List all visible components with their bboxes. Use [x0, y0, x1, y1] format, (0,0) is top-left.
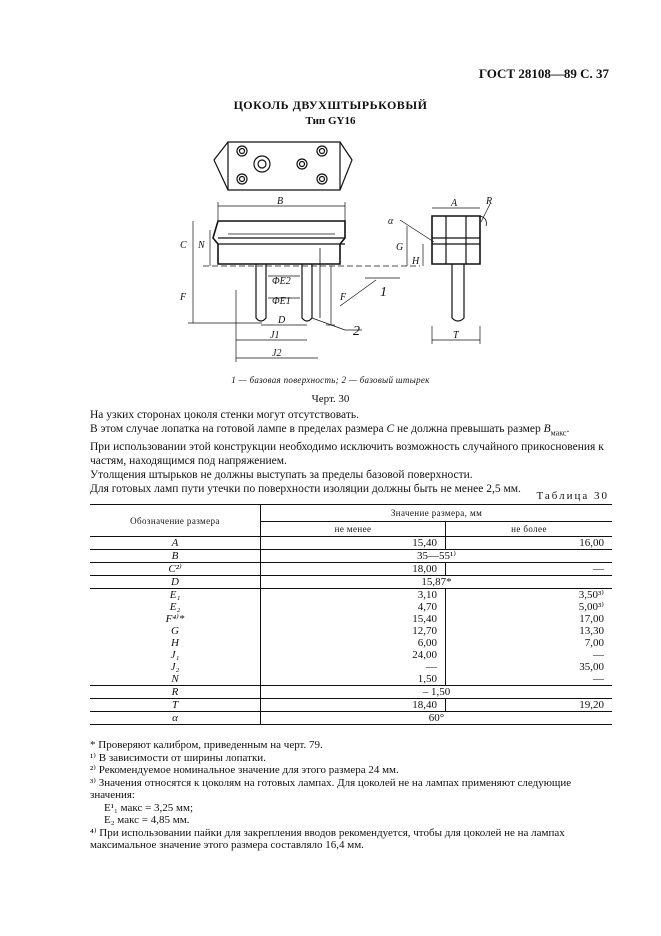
- row-min: 12,70: [261, 625, 446, 637]
- page-header: ГОСТ 28108—89 С. 37: [478, 66, 609, 81]
- row-value: 15,87*: [261, 576, 613, 589]
- table-row: [90, 601, 612, 613]
- row-min: 15,40: [261, 537, 446, 550]
- dim-J2-label: J2: [272, 348, 282, 359]
- table-row: [90, 686, 612, 699]
- table-row: [90, 661, 612, 673]
- legend-number-2: 2: [341, 375, 347, 385]
- legend-number-1: 1: [231, 375, 237, 385]
- dim-T-label: T: [453, 330, 459, 341]
- side-view: [432, 216, 486, 321]
- row-max: 13,30: [446, 625, 613, 637]
- legend-text-1: — базовая поверхность;: [236, 375, 342, 385]
- callout-2: 2: [353, 324, 360, 339]
- row-designation: G: [171, 625, 179, 637]
- row-value: 60°: [261, 712, 613, 725]
- table-row: [90, 613, 612, 625]
- row-max: 35,00: [446, 661, 613, 673]
- footnote-2: ²⁾ Рекомендуемое номинальное значение для этого размера 24 мм.: [90, 764, 399, 776]
- table-row: [90, 563, 612, 576]
- dim-B-label: B: [277, 196, 284, 207]
- note-2-c: C: [386, 423, 395, 435]
- table-row: [90, 637, 612, 649]
- col-value: Значение размера, мм: [261, 505, 613, 522]
- footnote-1: ¹⁾ В зависимости от ширины лопатки.: [90, 751, 266, 764]
- table-row: [90, 712, 612, 725]
- row-min: 6,00: [261, 637, 446, 649]
- note-2-end: .: [566, 423, 570, 435]
- note-3: При использовании этой конструкции необходимо исключить возможность случайного прикосновения к частям, находящимся под напряжением.: [90, 441, 604, 468]
- dim-R-label: R: [486, 196, 493, 207]
- table-row: [90, 537, 612, 550]
- row-value: 35—55¹⁾: [261, 550, 613, 563]
- dim-D-label: D: [278, 315, 286, 326]
- row-designation: A: [90, 537, 261, 550]
- row-max: —: [446, 673, 613, 686]
- table-row: [90, 649, 612, 661]
- row-max: 5,00³⁾: [446, 601, 613, 613]
- table-row: [90, 625, 612, 637]
- table-row: [90, 589, 612, 602]
- row-min: 3,10: [261, 589, 446, 602]
- table-row: [90, 576, 612, 589]
- notes: [90, 408, 610, 496]
- row-min: 1,50: [261, 673, 446, 686]
- footnote-4: ⁴⁾ При использовании пайки для закрепления вводов рекомендуется, чтобы для цоколей не на лампах максимальное значение этого размера составляло 16,4 мм.: [90, 826, 565, 851]
- row-designation: α: [90, 712, 261, 725]
- footnote-3-e1: E¹₁ макс = 3,25 мм;: [104, 801, 194, 814]
- dim-G-label: G: [396, 242, 404, 253]
- note-1: На узких сторонах цоколя стенки могут отсутствовать.: [90, 409, 359, 421]
- legend-text-2: — базовый штырек: [346, 375, 430, 385]
- dim-alpha-label: α: [388, 216, 394, 227]
- row-min: 15,40: [261, 613, 446, 625]
- table-row: [90, 699, 612, 712]
- row-min: —: [261, 661, 446, 673]
- page-title: ЦОКОЛЬ ДВУХШТЫРЬКОВЫЙ: [233, 98, 428, 112]
- dim-F-label: F: [180, 292, 187, 303]
- footnote-3-e2: E₂ макс = 4,85 мм.: [104, 814, 190, 826]
- row-value: – 1,50: [261, 686, 613, 699]
- row-max: 16,00: [446, 537, 613, 550]
- row-designation: R: [90, 686, 261, 699]
- dim-J1-label: J1: [270, 330, 280, 341]
- note-2-b: B: [543, 423, 551, 435]
- row-designation: E₁: [169, 589, 181, 601]
- col-max: не более: [446, 522, 613, 537]
- table-row: [90, 550, 612, 563]
- row-designation: T: [90, 699, 261, 712]
- row-min: 18,00: [261, 563, 446, 576]
- callout-1: 1: [380, 285, 387, 300]
- row-max: —: [446, 649, 613, 661]
- note-2: [90, 422, 610, 440]
- note-2-sub: макс: [550, 428, 567, 438]
- row-max: 17,00: [446, 613, 613, 625]
- col-min: не менее: [261, 522, 446, 537]
- dim-H-label: H: [412, 256, 420, 267]
- top-view: [214, 142, 352, 190]
- drawing-legend: [0, 375, 661, 385]
- footnotes: [90, 739, 610, 852]
- page-subtitle: Тип GY16: [305, 115, 356, 127]
- row-max: 3,50³⁾: [446, 589, 613, 602]
- table-row: [90, 673, 612, 686]
- row-max: 7,00: [446, 637, 613, 649]
- dim-N-label: N: [198, 240, 205, 251]
- dim-E2-label: ΦE2: [272, 276, 291, 287]
- table-caption: Таблица 30: [536, 490, 609, 502]
- row-designation: D: [90, 576, 261, 589]
- row-designation: B: [90, 550, 261, 563]
- note-5: Для готовых ламп пути утечки по поверхности изоляции должны быть не менее 2,5 мм.: [90, 483, 521, 496]
- row-max: 19,20: [446, 699, 613, 712]
- footnote-star: * Проверяют калибром, приведенным на черт. 79.: [90, 739, 323, 751]
- note-4: Утолщения штырьков не должны выступать за пределы базовой поверхности.: [90, 469, 473, 482]
- row-designation: N: [90, 673, 261, 686]
- dim-E1-label: ΦE1: [272, 296, 291, 307]
- row-designation: H: [171, 637, 179, 649]
- row-designation: J₂: [170, 661, 180, 673]
- row-designation: F⁴⁾*: [165, 613, 185, 625]
- row-min: 24,00: [261, 649, 446, 661]
- dim-F-side-label: F: [340, 292, 347, 303]
- dimensions-table: [90, 504, 612, 725]
- row-max: —: [446, 563, 613, 576]
- note-2-part-b: не должна превышать размер: [394, 423, 544, 435]
- row-min: 18,40: [261, 699, 446, 712]
- row-designation: E₂: [169, 601, 181, 613]
- col-designation: Обозначение размера: [90, 505, 261, 537]
- dim-A-label: A: [451, 198, 458, 209]
- base-drawing: [0, 130, 661, 375]
- row-designation: J₁: [170, 649, 180, 661]
- dim-C-label: C: [180, 240, 187, 251]
- row-min: 4,70: [261, 601, 446, 613]
- row-designation: C²⁾: [90, 563, 261, 576]
- note-2-part-a: В этом случае лопатка на готовой лампе в пределах размера: [90, 423, 387, 435]
- figure-caption: Черт. 30: [311, 393, 350, 405]
- footnote-3: ³⁾ Значения относятся к цоколям на готовых лампах. Для цоколей не на лампах применяют следующие значения:: [90, 776, 572, 801]
